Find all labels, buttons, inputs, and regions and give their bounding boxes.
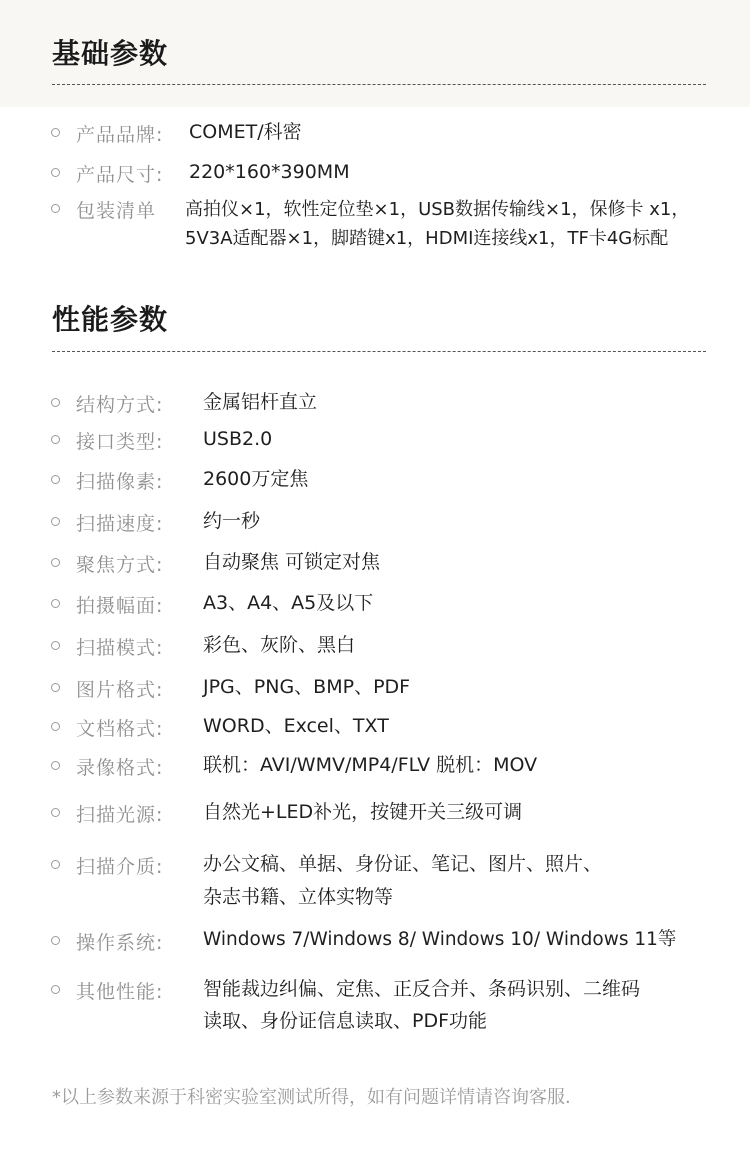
spec-value-line-2: 5V3A适配器×1，脚踏键x1，HDMI连接线x1，TF卡4G标配 [185, 228, 669, 249]
bullet-icon [51, 204, 60, 213]
spec-value: USB2.0 [203, 428, 273, 450]
basic-divider [52, 84, 706, 85]
spec-value: 2600万定焦 [203, 468, 309, 490]
spec-label: 扫描介质: [76, 856, 164, 878]
bullet-icon [51, 475, 60, 484]
spec-label: 扫描像素: [76, 471, 164, 493]
performance-divider [52, 351, 706, 352]
spec-value: Windows 7/Windows 8/ Windows 10/ Windows 11等 [203, 929, 677, 950]
footnote: *以上参数来源于科密实验室测试所得，如有问题详情请咨询客服. [52, 1087, 571, 1108]
spec-value-line-1: 高拍仪×1，软性定位垫×1，USB数据传输线×1，保修卡 x1， [185, 199, 690, 220]
spec-label: 扫描模式: [76, 637, 164, 659]
spec-value-line-1: 办公文稿、单据、身份证、笔记、图片、照片、 [203, 853, 603, 875]
spec-label: 其他性能: [76, 981, 164, 1003]
spec-label: 文档格式: [76, 718, 164, 740]
spec-value: JPG、PNG、BMP、PDF [203, 676, 411, 698]
spec-value: 自动聚焦 可锁定对焦 [203, 551, 381, 573]
bullet-icon [51, 808, 60, 817]
spec-label: 扫描速度: [76, 513, 164, 535]
bullet-icon [51, 860, 60, 869]
spec-label: 图片格式: [76, 679, 164, 701]
spec-label: 产品品牌: [76, 124, 164, 146]
spec-label: 包装清单 [76, 200, 157, 222]
spec-value: A3、A4、A5及以下 [203, 592, 374, 614]
spec-label: 聚焦方式: [76, 554, 164, 576]
bullet-icon [51, 722, 60, 731]
spec-label: 录像格式: [76, 757, 164, 779]
spec-label: 拍摄幅面: [76, 595, 164, 617]
spec-value-line-2: 杂志书籍、立体实物等 [203, 886, 394, 908]
spec-value: COMET/科密 [189, 121, 302, 143]
spec-value: 金属铝杆直立 [203, 391, 318, 413]
spec-value-line-1: 智能裁边纠偏、定焦、正反合并、条码识别、二维码 [203, 978, 641, 1000]
spec-label: 结构方式: [76, 394, 164, 416]
spec-value: 约一秒 [203, 510, 261, 532]
bullet-icon [51, 985, 60, 994]
bullet-icon [51, 435, 60, 444]
spec-label: 操作系统: [76, 932, 164, 954]
bullet-icon [51, 936, 60, 945]
bullet-icon [51, 517, 60, 526]
spec-label: 产品尺寸: [76, 164, 164, 186]
spec-value: WORD、Excel、TXT [203, 715, 389, 737]
spec-value: 联机：AVI/WMV/MP4/FLV 脱机：MOV [203, 754, 538, 776]
spec-value-line-2: 读取、身份证信息读取、PDF功能 [203, 1010, 488, 1032]
bullet-icon [51, 599, 60, 608]
spec-label: 扫描光源: [76, 804, 164, 826]
spec-value: 220*160*390MM [189, 161, 350, 183]
performance-section-title: 性能参数 [52, 303, 169, 336]
bullet-icon [51, 683, 60, 692]
bullet-icon [51, 398, 60, 407]
bullet-icon [51, 558, 60, 567]
spec-value: 彩色、灰阶、黑白 [203, 634, 356, 656]
spec-value: 自然光+LED补光，按键开关三级可调 [203, 801, 523, 823]
bullet-icon [51, 128, 60, 137]
bullet-icon [51, 168, 60, 177]
bullet-icon [51, 641, 60, 650]
spec-label: 接口类型: [76, 431, 164, 453]
basic-section-title: 基础参数 [52, 37, 169, 70]
bullet-icon [51, 761, 60, 770]
